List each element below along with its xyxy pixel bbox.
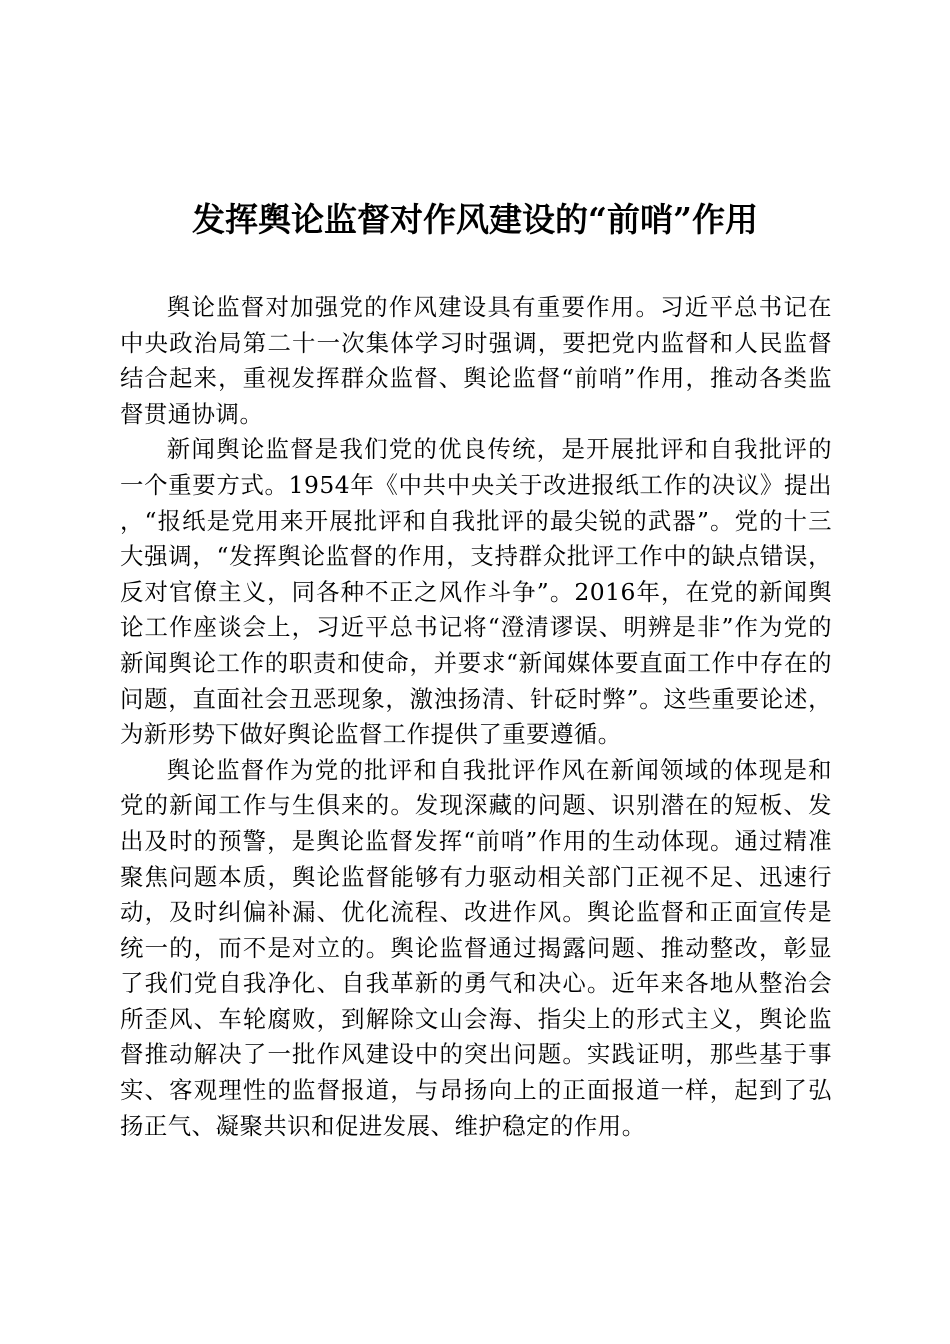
document-body <box>120 290 832 1144</box>
document-title: 发挥舆论监督对作风建设的“前哨”作用 <box>192 200 758 239</box>
paragraph-1: 舆论监督对加强党的作风建设具有重要作用。习近平总书记在中央政治局第二十一次集体学习时强调，要把党内监督和人民监督结合起来，重视发挥群众监督、舆论监督“前哨”作用，推动各类监督贯通协调。 <box>120 293 832 428</box>
paragraph-2: 新闻舆论监督是我们党的优良传统，是开展批评和自我批评的一个重要方式。1954年《中共中央关于改进报纸工作的决议》提出，“报纸是党用来开展批评和自我批评的最尖锐的武器”。党的十三大强调，“发挥舆论监督的作用，支持群众批评工作中的缺点错误，反对官僚主义，同各种不正之风作斗争”。2016年，在党的新闻舆论工作座谈会上，习近平总书记将“澄清谬误、明辨是非”作为党的新闻舆论工作的职责和使命，并要求“新闻媒体要直面工作中存在的问题，直面社会丑恶现象，激浊扬清、针砭时弊”。这些重要论述，为新形势下做好舆论监督工作提供了重要遵循。 <box>120 435 832 749</box>
paragraph-3: 舆论监督作为党的批评和自我批评作风在新闻领域的体现是和党的新闻工作与生俱来的。发现深藏的问题、识别潜在的短板、发出及时的预警，是舆论监督发挥“前哨”作用的生动体现。通过精准聚焦问题本质，舆论监督能够有力驱动相关部门正视不足、迅速行动，及时纠偏补漏、优化流程、改进作风。舆论监督和正面宣传是统一的，而不是对立的。舆论监督通过揭露问题、推动整改，彰显了我们党自我净化、自我革新的勇气和决心。近年来各地从整治会所歪风、车轮腐败，到解除文山会海、指尖上的形式主义，舆论监督推动解决了一批作风建设中的突出问题。实践证明，那些基于事实、客观理性的监督报道，与昂扬向上的正面报道一样，起到了弘扬正气、凝聚共识和促进发展、维护稳定的作用。 <box>120 755 832 1140</box>
